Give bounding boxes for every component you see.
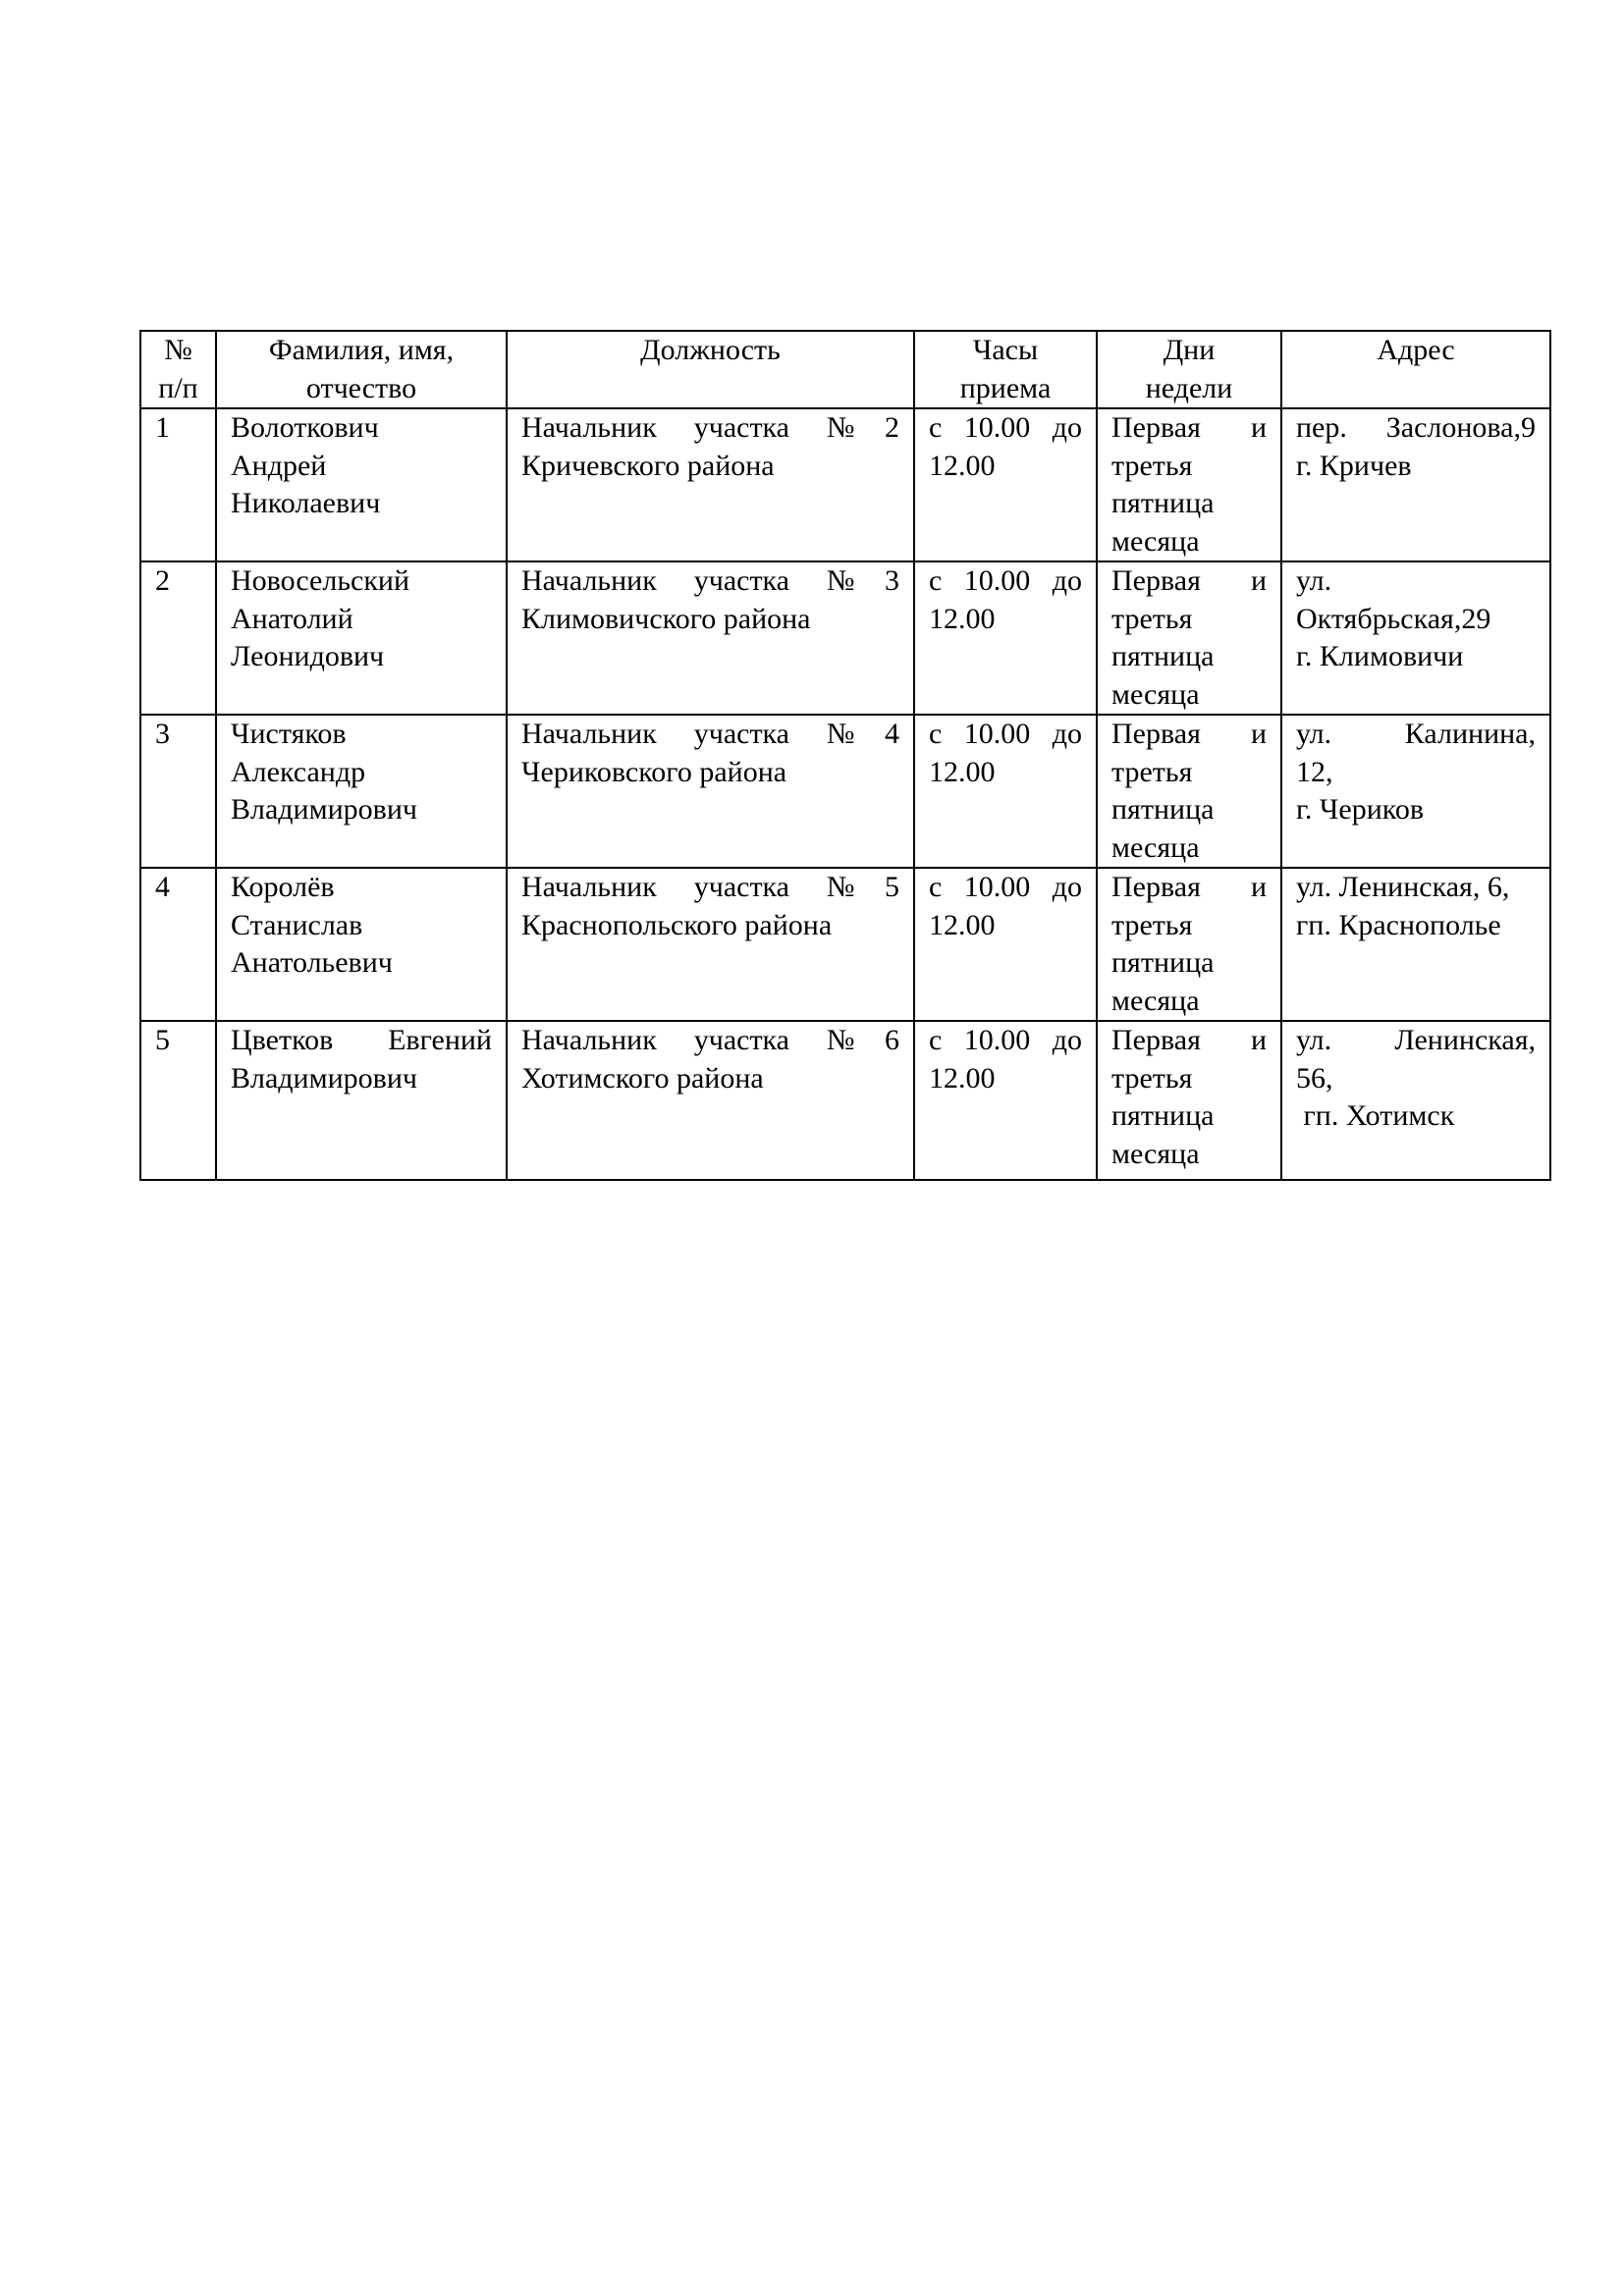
weekdays-line: третья <box>1111 755 1193 788</box>
address-line: гп. Краснополье <box>1296 908 1501 941</box>
position-line: Кричевского района <box>521 449 775 482</box>
weekdays-line: Первая и <box>1111 411 1267 444</box>
weekdays-line: Первая и <box>1111 564 1267 597</box>
table-body <box>140 408 1550 1180</box>
weekdays-cell <box>1097 715 1281 868</box>
address-cell <box>1281 715 1550 868</box>
reception-hours-line: с 10.00 до <box>929 871 1082 903</box>
weekdays-line: третья <box>1111 449 1193 482</box>
full-name-cell <box>216 561 507 715</box>
weekdays-line: пятница <box>1111 946 1215 979</box>
header-full-name: Фамилия, имя, отчество <box>216 331 507 408</box>
full-name-line: Леонидович <box>231 640 385 672</box>
position-cell <box>507 868 914 1021</box>
address-line: гп. Хотимск <box>1296 1099 1455 1132</box>
position-cell <box>507 561 914 715</box>
full-name-line: Чистяков <box>231 718 347 750</box>
full-name-line: Анатолий <box>231 602 353 635</box>
reception-hours-line: 12.00 <box>929 449 996 482</box>
full-name-line: Николаевич <box>231 487 381 519</box>
address-cell <box>1281 408 1550 561</box>
address-line: ул. <box>1296 564 1332 597</box>
full-name-line: Волоткович <box>231 411 379 444</box>
row-number: 3 <box>155 718 170 750</box>
address-line: 56, <box>1296 1061 1333 1095</box>
position-line: Краснопольского района <box>521 908 833 941</box>
row-number-cell <box>140 1021 216 1180</box>
reception-hours-line: с 10.00 до <box>929 411 1082 444</box>
table-row <box>140 868 1550 1021</box>
address-cell <box>1281 561 1550 715</box>
position-line: Климовичского района <box>521 602 811 635</box>
full-name-line: Владимирович <box>231 1061 417 1095</box>
reception-schedule-table <box>139 330 1551 1181</box>
row-number-cell <box>140 715 216 868</box>
weekdays-line: третья <box>1111 602 1193 635</box>
weekdays-line: Первая и <box>1111 718 1267 750</box>
weekdays-line: месяца <box>1111 524 1200 558</box>
reception-hours-cell <box>914 868 1097 1021</box>
position-line: Чериковского района <box>521 755 787 788</box>
weekdays-line: третья <box>1111 1061 1193 1095</box>
reception-hours-line: 12.00 <box>929 1061 996 1095</box>
address-line: 12, <box>1296 755 1333 788</box>
position-line: Начальник участка №3 <box>521 564 899 597</box>
position-line: Начальник участка №6 <box>521 1024 899 1056</box>
position-line: Хотимского района <box>521 1061 764 1095</box>
position-cell <box>507 1021 914 1180</box>
reception-hours-line: 12.00 <box>929 602 996 635</box>
weekdays-line: третья <box>1111 908 1193 941</box>
weekdays-line: пятница <box>1111 487 1215 519</box>
full-name-line: Цветков Евгений <box>231 1024 492 1056</box>
address-line: г. Кричев <box>1296 449 1412 482</box>
reception-hours-cell <box>914 408 1097 561</box>
full-name-line: Анатольевич <box>231 946 393 979</box>
row-number: 4 <box>155 871 170 903</box>
table-row <box>140 561 1550 715</box>
weekdays-line: месяца <box>1111 677 1200 711</box>
header-reception-hours: Часы приема <box>914 331 1097 408</box>
full-name-line: Александр <box>231 755 366 788</box>
header-address: Адрес <box>1281 331 1550 408</box>
header-number: № п/п <box>140 331 216 408</box>
address-line: ул. Ленинская, 6, <box>1296 871 1510 903</box>
position-line: Начальник участка №5 <box>521 871 899 903</box>
reception-hours-cell <box>914 561 1097 715</box>
reception-hours-cell <box>914 1021 1097 1180</box>
position-line: Начальник участка №4 <box>521 718 899 750</box>
row-number: 2 <box>155 564 170 597</box>
table-row <box>140 1021 1550 1180</box>
table-row <box>140 715 1550 868</box>
position-cell <box>507 715 914 868</box>
header-position: Должность <box>507 331 914 408</box>
weekdays-line: пятница <box>1111 640 1215 672</box>
full-name-line: Королёв <box>231 871 335 903</box>
reception-hours-line: с 10.00 до <box>929 1024 1082 1056</box>
position-cell <box>507 408 914 561</box>
weekdays-line: Первая и <box>1111 1024 1267 1056</box>
row-number-cell <box>140 408 216 561</box>
address-line: Октябрьская,29 <box>1296 602 1491 635</box>
full-name-line: Владимирович <box>231 793 417 826</box>
full-name-line: Андрей <box>231 449 327 482</box>
weekdays-cell <box>1097 1021 1281 1180</box>
header-weekdays: Дни недели <box>1097 331 1281 408</box>
address-line: г. Климовичи <box>1296 640 1464 672</box>
weekdays-line: пятница <box>1111 793 1215 826</box>
weekdays-cell <box>1097 868 1281 1021</box>
full-name-cell <box>216 868 507 1021</box>
full-name-cell <box>216 715 507 868</box>
address-cell <box>1281 1021 1550 1180</box>
weekdays-line: месяца <box>1111 984 1200 1017</box>
table-row <box>140 408 1550 561</box>
full-name-cell <box>216 408 507 561</box>
address-cell <box>1281 868 1550 1021</box>
table-header-row <box>140 331 1550 408</box>
address-line: ул. Калинина, <box>1296 718 1536 750</box>
row-number-cell <box>140 561 216 715</box>
weekdays-line: месяца <box>1111 1137 1200 1170</box>
weekdays-cell <box>1097 561 1281 715</box>
weekdays-line: пятница <box>1111 1099 1215 1132</box>
full-name-cell <box>216 1021 507 1180</box>
row-number: 5 <box>155 1024 170 1056</box>
full-name-line: Станислав <box>231 908 363 941</box>
reception-hours-line: с 10.00 до <box>929 564 1082 597</box>
position-line: Начальник участка №2 <box>521 411 899 444</box>
address-line: ул. Ленинская, <box>1296 1024 1536 1056</box>
address-line: пер. Заслонова,9 <box>1296 411 1536 444</box>
weekdays-line: Первая и <box>1111 871 1267 903</box>
reception-hours-line: 12.00 <box>929 908 996 941</box>
reception-hours-line: 12.00 <box>929 755 996 788</box>
weekdays-line: месяца <box>1111 830 1200 864</box>
row-number-cell <box>140 868 216 1021</box>
reception-hours-cell <box>914 715 1097 868</box>
address-line: г. Чериков <box>1296 793 1425 826</box>
weekdays-cell <box>1097 408 1281 561</box>
row-number: 1 <box>155 411 170 444</box>
full-name-line: Новосельский <box>231 564 410 597</box>
reception-hours-line: с 10.00 до <box>929 718 1082 750</box>
